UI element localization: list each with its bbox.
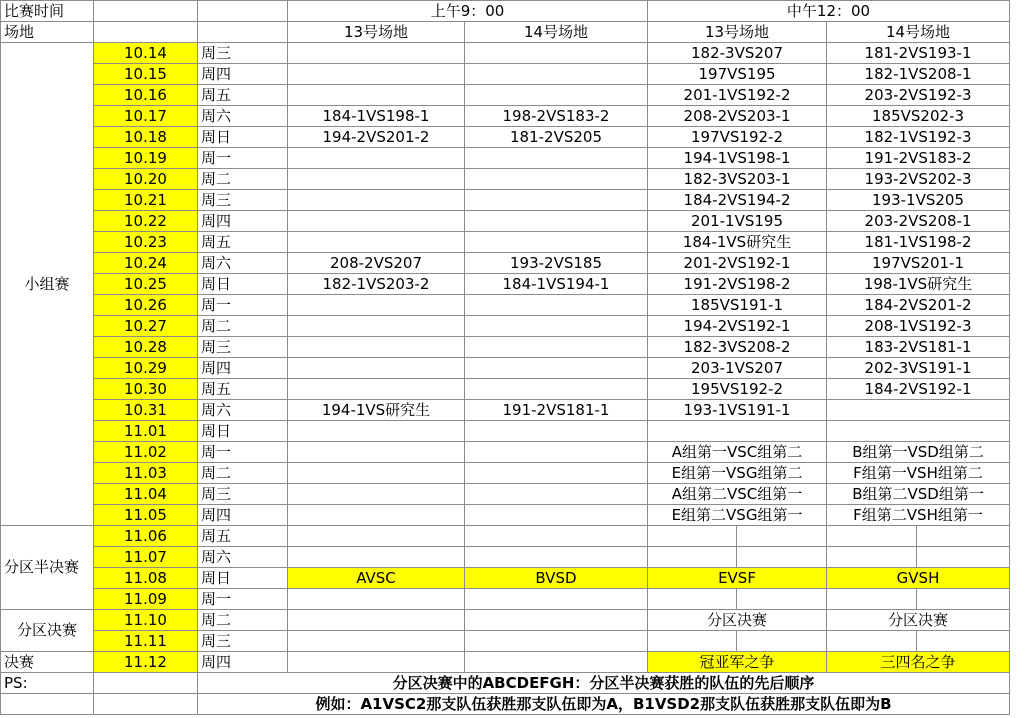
date-cell: 10.20	[94, 169, 198, 190]
match-am-13: 184-1VS198-1	[288, 106, 465, 127]
match-am-14	[465, 421, 648, 442]
match-pm-14: 183-2VS181-1	[827, 337, 1010, 358]
weekday-cell: 周三	[198, 190, 288, 211]
table-row	[1, 64, 1010, 85]
date-cell: 11.11	[94, 631, 198, 652]
header-row-time	[1, 1, 1010, 22]
stage-semifinal: 分区半决赛	[1, 526, 94, 610]
match-am-14: 181-2VS205	[465, 127, 648, 148]
match-am-14	[465, 211, 648, 232]
match-am-13	[288, 64, 465, 85]
match-pm-14	[827, 421, 1010, 442]
weekday-cell: 周日	[198, 127, 288, 148]
date-cell: 10.25	[94, 274, 198, 295]
table-row	[1, 421, 1010, 442]
empty-cell	[827, 631, 917, 652]
empty-cell	[917, 526, 1010, 547]
match-pm-13: A组第一VSC组第二	[648, 442, 827, 463]
match-pm-14: 184-2VS192-1	[827, 379, 1010, 400]
match-pm-14: 203-2VS208-1	[827, 211, 1010, 232]
weekday-cell: 周三	[198, 484, 288, 505]
match-am-14	[465, 169, 648, 190]
empty-cell	[917, 589, 1010, 610]
weekday-cell: 周四	[198, 358, 288, 379]
match-am-13	[288, 379, 465, 400]
match-am-13	[288, 316, 465, 337]
date-cell: 10.27	[94, 316, 198, 337]
date-cell: 11.12	[94, 652, 198, 673]
match-am-14	[465, 505, 648, 526]
table-row	[1, 127, 1010, 148]
weekday-cell: 周日	[198, 568, 288, 589]
empty-cell	[94, 694, 198, 715]
empty-cell	[917, 631, 1010, 652]
match-pm-14: 191-2VS183-2	[827, 148, 1010, 169]
match-am-14	[465, 610, 648, 631]
match-pm-14: 三四名之争	[827, 652, 1010, 673]
match-pm-13: 197VS192-2	[648, 127, 827, 148]
table-row	[1, 253, 1010, 274]
match-pm-13: 208-2VS203-1	[648, 106, 827, 127]
table-row	[1, 400, 1010, 421]
date-cell: 10.24	[94, 253, 198, 274]
match-pm-14: 184-2VS201-2	[827, 295, 1010, 316]
date-cell: 11.01	[94, 421, 198, 442]
table-row	[1, 589, 1010, 610]
weekday-cell: 周六	[198, 547, 288, 568]
header-noon: 中午12：00	[648, 1, 1010, 22]
date-cell: 11.02	[94, 442, 198, 463]
match-pm-13: 201-2VS192-1	[648, 253, 827, 274]
match-am-13	[288, 148, 465, 169]
weekday-cell: 周六	[198, 400, 288, 421]
match-am-13	[288, 442, 465, 463]
date-cell: 11.07	[94, 547, 198, 568]
empty-cell	[737, 631, 827, 652]
match-am-13: 194-1VS研究生	[288, 400, 465, 421]
weekday-cell: 周一	[198, 589, 288, 610]
match-am-13	[288, 211, 465, 232]
table-row	[1, 652, 1010, 673]
note-line-2: 例如：A1VSC2那支队伍获胜那支队伍即为A，B1VSD2那支队伍获胜那支队伍即为B	[198, 694, 1010, 715]
match-pm-14: 分区决赛	[827, 610, 1010, 631]
date-cell: 10.19	[94, 148, 198, 169]
match-pm-13: 191-2VS198-2	[648, 274, 827, 295]
weekday-cell: 周五	[198, 379, 288, 400]
table-row	[1, 43, 1010, 64]
header-pm-court-14: 14号场地	[827, 22, 1010, 43]
table-row	[1, 190, 1010, 211]
date-cell: 11.03	[94, 463, 198, 484]
table-row	[1, 526, 1010, 547]
weekday-cell: 周日	[198, 274, 288, 295]
date-cell: 10.29	[94, 358, 198, 379]
header-time-label: 比赛时间	[1, 1, 94, 22]
date-cell: 10.28	[94, 337, 198, 358]
date-cell: 10.14	[94, 43, 198, 64]
table-row	[1, 505, 1010, 526]
match-pm-13: 203-1VS207	[648, 358, 827, 379]
match-am-14	[465, 379, 648, 400]
weekday-cell: 周日	[198, 421, 288, 442]
match-am-13	[288, 547, 465, 568]
match-am-13	[288, 43, 465, 64]
header-am-court-14: 14号场地	[465, 22, 648, 43]
match-am-14: 184-1VS194-1	[465, 274, 648, 295]
date-cell: 10.16	[94, 85, 198, 106]
match-am-14	[465, 316, 648, 337]
date-cell: 11.05	[94, 505, 198, 526]
empty-cell	[1, 694, 94, 715]
match-pm-14: 208-1VS192-3	[827, 316, 1010, 337]
match-pm-14: 202-3VS191-1	[827, 358, 1010, 379]
table-row	[1, 547, 1010, 568]
date-cell: 11.09	[94, 589, 198, 610]
header-row-venue	[1, 22, 1010, 43]
match-pm-13: 182-3VS203-1	[648, 169, 827, 190]
empty-cell	[827, 526, 917, 547]
header-blank	[94, 22, 198, 43]
match-pm-14: 198-1VS研究生	[827, 274, 1010, 295]
weekday-cell: 周五	[198, 526, 288, 547]
match-am-14	[465, 358, 648, 379]
empty-cell	[648, 589, 737, 610]
match-am-13	[288, 526, 465, 547]
date-cell: 10.18	[94, 127, 198, 148]
table-row	[1, 442, 1010, 463]
match-pm-13: 184-2VS194-2	[648, 190, 827, 211]
match-am-14	[465, 547, 648, 568]
match-am-14	[465, 43, 648, 64]
match-pm-14: 197VS201-1	[827, 253, 1010, 274]
table-row	[1, 274, 1010, 295]
match-am-13	[288, 505, 465, 526]
match-pm-13: 195VS192-2	[648, 379, 827, 400]
match-pm-14: 193-2VS202-3	[827, 169, 1010, 190]
date-cell: 10.23	[94, 232, 198, 253]
match-am-14	[465, 64, 648, 85]
table-row	[1, 85, 1010, 106]
match-am-14	[465, 631, 648, 652]
empty-cell	[827, 589, 917, 610]
match-am-13	[288, 190, 465, 211]
match-am-14	[465, 484, 648, 505]
table-row	[1, 232, 1010, 253]
ps-label: PS:	[1, 673, 94, 694]
empty-cell	[648, 631, 737, 652]
match-pm-13: EVSF	[648, 568, 827, 589]
match-pm-14: 181-1VS198-2	[827, 232, 1010, 253]
header-morning: 上午9：00	[288, 1, 648, 22]
header-blank	[198, 22, 288, 43]
table-row	[1, 211, 1010, 232]
match-am-14	[465, 652, 648, 673]
match-pm-14: 185VS202-3	[827, 106, 1010, 127]
stage-group: 小组赛	[1, 43, 94, 526]
match-am-13	[288, 631, 465, 652]
match-pm-14	[827, 400, 1010, 421]
stage-division-final: 分区决赛	[1, 610, 94, 652]
match-pm-14: B组第一VSD组第二	[827, 442, 1010, 463]
match-am-13	[288, 358, 465, 379]
empty-cell	[648, 547, 737, 568]
weekday-cell: 周三	[198, 631, 288, 652]
note-line-1: 分区决赛中的ABCDEFGH：分区半决赛获胜的队伍的先后顺序	[198, 673, 1010, 694]
table-row	[1, 337, 1010, 358]
match-am-13	[288, 295, 465, 316]
table-row	[1, 673, 1010, 694]
table-row	[1, 568, 1010, 589]
table-row	[1, 316, 1010, 337]
match-pm-14: 181-2VS193-1	[827, 43, 1010, 64]
table-row	[1, 610, 1010, 631]
match-pm-13: 182-3VS207	[648, 43, 827, 64]
date-cell: 11.10	[94, 610, 198, 631]
empty-cell	[737, 547, 827, 568]
empty-cell	[648, 526, 737, 547]
weekday-cell: 周五	[198, 85, 288, 106]
table-row	[1, 631, 1010, 652]
match-am-13	[288, 421, 465, 442]
weekday-cell: 周三	[198, 337, 288, 358]
date-cell: 10.22	[94, 211, 198, 232]
match-pm-14: 203-2VS192-3	[827, 85, 1010, 106]
weekday-cell: 周一	[198, 295, 288, 316]
weekday-cell: 周四	[198, 505, 288, 526]
match-am-14	[465, 463, 648, 484]
table-row	[1, 106, 1010, 127]
match-am-13	[288, 337, 465, 358]
weekday-cell: 周二	[198, 610, 288, 631]
match-pm-13: E组第一VSG组第二	[648, 463, 827, 484]
weekday-cell: 周四	[198, 211, 288, 232]
date-cell: 10.31	[94, 400, 198, 421]
match-am-14	[465, 442, 648, 463]
weekday-cell: 周四	[198, 64, 288, 85]
empty-cell	[917, 547, 1010, 568]
header-blank	[198, 1, 288, 22]
match-pm-14: GVSH	[827, 568, 1010, 589]
match-pm-13: 193-1VS191-1	[648, 400, 827, 421]
weekday-cell: 周二	[198, 169, 288, 190]
empty-cell	[737, 589, 827, 610]
date-cell: 10.30	[94, 379, 198, 400]
table-row	[1, 358, 1010, 379]
match-pm-13: 201-1VS192-2	[648, 85, 827, 106]
table-row	[1, 295, 1010, 316]
match-pm-14: 182-1VS208-1	[827, 64, 1010, 85]
match-pm-14: B组第二VSD组第一	[827, 484, 1010, 505]
weekday-cell: 周四	[198, 652, 288, 673]
match-pm-13: 185VS191-1	[648, 295, 827, 316]
match-am-13	[288, 463, 465, 484]
date-cell: 11.04	[94, 484, 198, 505]
match-am-14: 198-2VS183-2	[465, 106, 648, 127]
match-am-14	[465, 589, 648, 610]
match-am-14: 193-2VS185	[465, 253, 648, 274]
date-cell: 10.21	[94, 190, 198, 211]
match-am-14	[465, 85, 648, 106]
table-row	[1, 463, 1010, 484]
match-pm-13	[648, 421, 827, 442]
weekday-cell: 周一	[198, 148, 288, 169]
match-pm-14: F组第一VSH组第二	[827, 463, 1010, 484]
date-cell: 10.15	[94, 64, 198, 85]
header-pm-court-13: 13号场地	[648, 22, 827, 43]
match-pm-13: 194-2VS192-1	[648, 316, 827, 337]
match-am-14	[465, 337, 648, 358]
match-am-14: BVSD	[465, 568, 648, 589]
match-am-13	[288, 589, 465, 610]
weekday-cell: 周二	[198, 316, 288, 337]
match-am-13: AVSC	[288, 568, 465, 589]
table-row	[1, 169, 1010, 190]
table-row	[1, 148, 1010, 169]
header-am-court-13: 13号场地	[288, 22, 465, 43]
match-am-14	[465, 148, 648, 169]
header-venue-label: 场地	[1, 22, 94, 43]
match-pm-13: 分区决赛	[648, 610, 827, 631]
match-am-13: 194-2VS201-2	[288, 127, 465, 148]
table-row	[1, 484, 1010, 505]
match-pm-13: E组第二VSG组第一	[648, 505, 827, 526]
match-am-13	[288, 610, 465, 631]
match-pm-14: 193-1VS205	[827, 190, 1010, 211]
match-pm-13: 冠亚军之争	[648, 652, 827, 673]
match-am-14	[465, 190, 648, 211]
match-am-14	[465, 526, 648, 547]
match-am-14: 191-2VS181-1	[465, 400, 648, 421]
match-pm-13: 182-3VS208-2	[648, 337, 827, 358]
match-pm-14: 182-1VS192-3	[827, 127, 1010, 148]
match-am-13: 208-2VS207	[288, 253, 465, 274]
weekday-cell: 周二	[198, 463, 288, 484]
match-pm-13: 197VS195	[648, 64, 827, 85]
match-pm-13: 201-1VS195	[648, 211, 827, 232]
stage-final: 决赛	[1, 652, 94, 673]
match-am-13	[288, 85, 465, 106]
date-cell: 11.06	[94, 526, 198, 547]
match-am-13	[288, 484, 465, 505]
date-cell: 11.08	[94, 568, 198, 589]
weekday-cell: 周一	[198, 442, 288, 463]
match-pm-14: F组第二VSH组第一	[827, 505, 1010, 526]
match-am-13	[288, 232, 465, 253]
date-cell: 10.26	[94, 295, 198, 316]
table-row	[1, 379, 1010, 400]
weekday-cell: 周六	[198, 106, 288, 127]
empty-cell	[827, 547, 917, 568]
weekday-cell: 周六	[198, 253, 288, 274]
table-row	[1, 694, 1010, 715]
match-pm-13: 194-1VS198-1	[648, 148, 827, 169]
header-blank	[94, 1, 198, 22]
empty-cell	[737, 526, 827, 547]
match-am-13	[288, 652, 465, 673]
match-am-13	[288, 169, 465, 190]
match-am-14	[465, 232, 648, 253]
match-pm-13: 184-1VS研究生	[648, 232, 827, 253]
weekday-cell: 周五	[198, 232, 288, 253]
weekday-cell: 周三	[198, 43, 288, 64]
empty-cell	[94, 673, 198, 694]
match-am-14	[465, 295, 648, 316]
match-am-13: 182-1VS203-2	[288, 274, 465, 295]
date-cell: 10.17	[94, 106, 198, 127]
match-pm-13: A组第二VSC组第一	[648, 484, 827, 505]
